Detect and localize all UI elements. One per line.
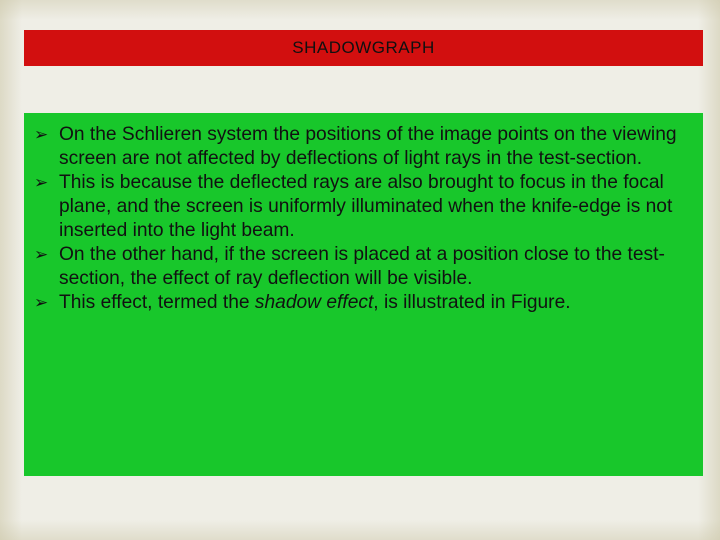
content-box — [24, 113, 703, 476]
bullet-item — [34, 123, 695, 171]
bullet-list — [34, 123, 695, 315]
slide-title: SHADOWGRAPH — [292, 38, 435, 57]
bullet-text: On the Schlieren system the positions of the image points on the viewing screen are not affected by deflections of light rays in the test-section. — [59, 124, 677, 169]
arrow-bullet-icon: ➢ — [34, 245, 49, 264]
arrow-bullet-icon: ➢ — [34, 125, 49, 144]
arrow-bullet-icon: ➢ — [34, 293, 49, 312]
bullet-text: This is because the deflected rays are also brought to focus in the focal plane, and the screen is uniformly illuminated when the knife-edge is not inserted into the light beam. — [59, 172, 673, 241]
bullet-item — [34, 291, 695, 315]
title-bar — [24, 30, 703, 66]
bullet-item — [34, 243, 695, 291]
bullet-text: , is illustrated in Figure. — [373, 292, 571, 313]
bullet-text-emphasis: shadow effect — [254, 292, 374, 313]
bullet-item — [34, 171, 695, 243]
arrow-bullet-icon: ➢ — [34, 173, 49, 192]
bullet-text: On the other hand, if the screen is placed at a position close to the test-section, the effect of ray deflection will be visible. — [59, 244, 665, 289]
bullet-text: This effect, termed the — [59, 292, 255, 313]
